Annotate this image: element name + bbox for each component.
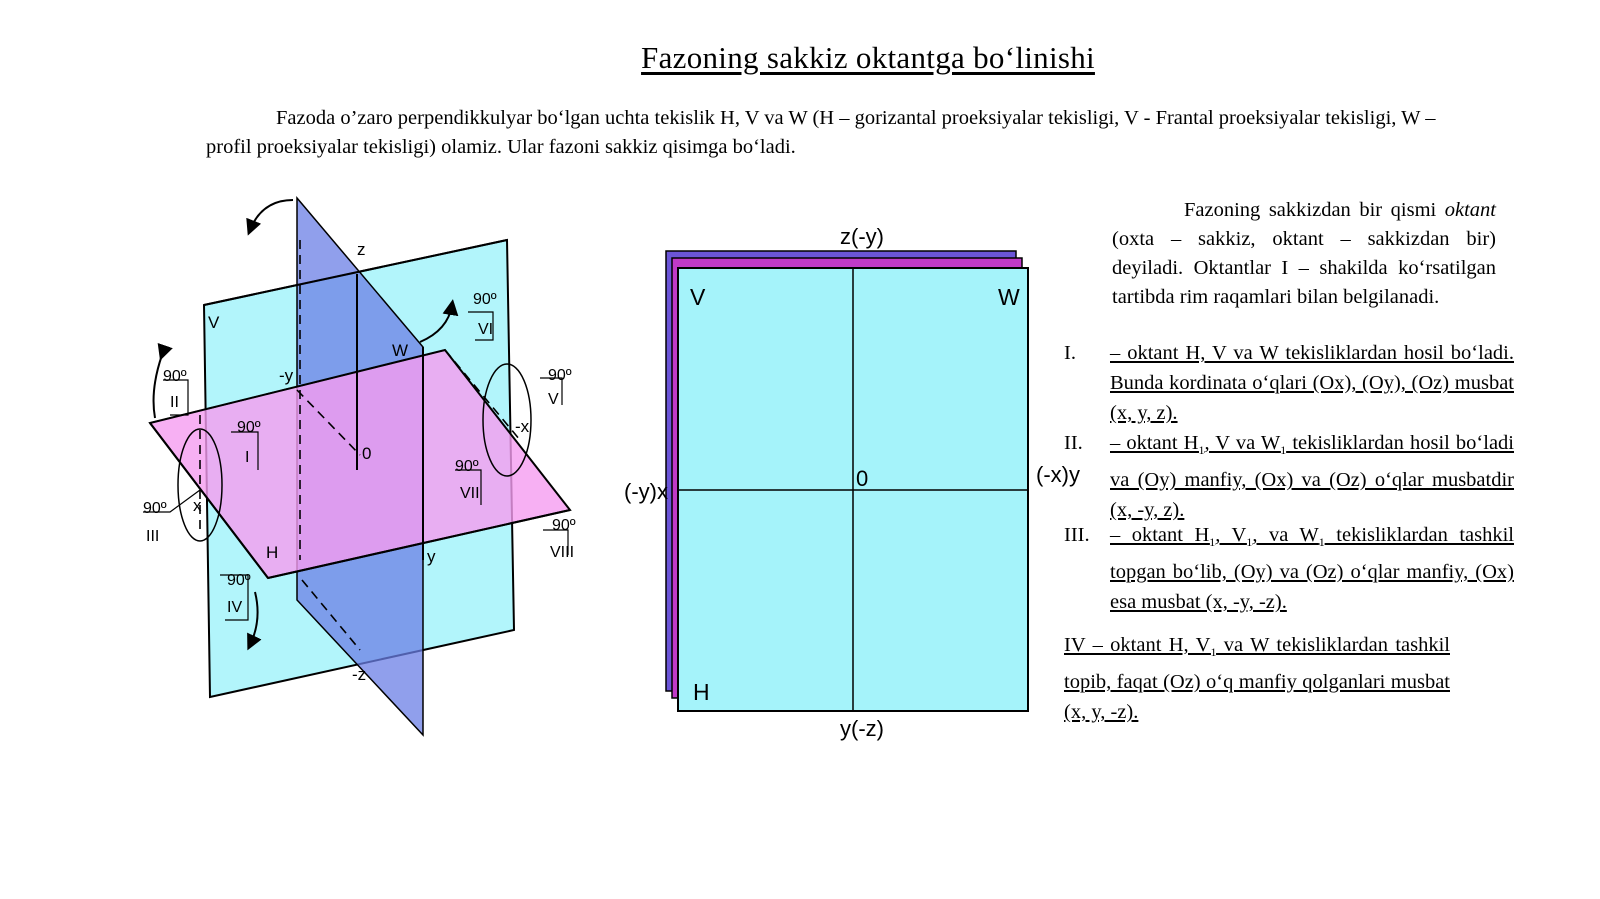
label-w: W xyxy=(998,284,1020,310)
octant-label-viii: VIII xyxy=(550,544,575,561)
plane-label-v: V xyxy=(208,313,220,332)
octant-item-iv: IV – oktant H, $V_1$ va W tekisliklardan tashkil topib, faqat (Oz) o‘q manfiy qolganlari musbat (x, y, -z). xyxy=(1064,634,1450,724)
label-v: V xyxy=(690,284,706,310)
axis-label-x: x xyxy=(193,496,202,515)
label-y-neg-z: y(-z) xyxy=(840,716,884,741)
plane-label-h: H xyxy=(266,543,279,562)
origin-label: 0 xyxy=(362,444,372,463)
octant-label-i: I xyxy=(245,449,250,466)
label-neg-y-x: (-y)x xyxy=(624,479,668,504)
octant-label-vi: VI xyxy=(478,321,494,338)
plane-label-w: W xyxy=(392,341,409,360)
label-neg-x-y: (-x)y xyxy=(1036,462,1080,487)
octant-epure-figure xyxy=(620,214,1080,744)
angle-label-iv: 90º xyxy=(227,572,251,589)
label-origin: 0 xyxy=(856,466,869,491)
octant-label-ii: II xyxy=(170,394,179,411)
octant-item-ii: II. – oktant $H_1$, V va $W_1$ tekisliklardan hosil bo‘ladi va (Oy) manfiy, (Ox) va (Oz) o‘qlar musbatdir (x, -y, z). xyxy=(1064,432,1514,522)
octant-label-vii: VII xyxy=(460,485,480,502)
octant-label-iii: III xyxy=(146,528,160,545)
axis-label-neg-x: -x xyxy=(515,417,530,436)
angle-label-v: 90º xyxy=(548,367,572,384)
page-title: Fazoning sakkiz oktantga bo‘linishi xyxy=(641,40,1095,75)
definition-rest: (oxta – sakkiz, oktant – sakkizdan bir) deyiladi. Oktantlar I – shakilda ko‘rsatilgan tartibda rim raqamlari bilan belgilanadi. xyxy=(1112,228,1496,308)
angle-label-iii: 90º xyxy=(143,500,167,517)
label-z-neg-y: z(-y) xyxy=(840,224,884,249)
octant-label-v: V xyxy=(548,391,559,408)
intro-paragraph: Fazoda o’zaro perpendikkulyar bo‘lgan uchta tekislik H, V va W (H – gorizantal proeksiyalar tekisligi, V - Frantal proeksiyalar tekisligi, W – profil proeksiyalar tekisligi) olamiz. Ular fazoni sakkiz qisimga bo‘ladi. xyxy=(206,107,1436,158)
octant-item-i: I. – oktant H, V va W tekisliklardan hosil bo‘ladi. Bunda kordinata o‘qlari (Ox), (Oy), (Oz) musbat (x, y, z). xyxy=(1064,342,1514,424)
axis-label-y: y xyxy=(427,547,436,566)
octant-item-iii: III. – oktant $H_1$, $V_1$, va $W_1$ tekisliklardan tashkil topgan bo‘lib, (Oy) va (Oz) o‘qlar manfiy, (Ox) esa musbat (x, -y, -z). xyxy=(1064,524,1515,614)
angle-label-i: 90º xyxy=(237,419,261,436)
octant-definition xyxy=(1112,196,1496,312)
octant-label-iv: IV xyxy=(227,599,243,616)
octant-3d-figure xyxy=(136,186,596,736)
angle-label-vii: 90º xyxy=(455,458,479,475)
angle-label-viii: 90º xyxy=(552,517,576,534)
axis-label-z: z xyxy=(357,240,366,259)
axis-label-neg-y: -y xyxy=(279,366,294,385)
definition-term: oktant xyxy=(1444,199,1497,221)
axis-label-neg-z: -z xyxy=(352,665,367,684)
label-h: H xyxy=(693,679,710,705)
angle-label-vi: 90º xyxy=(473,291,497,308)
angle-label-ii: 90º xyxy=(163,368,187,385)
definition-lead: Fazoning sakkizdan bir qismi xyxy=(1184,199,1437,221)
